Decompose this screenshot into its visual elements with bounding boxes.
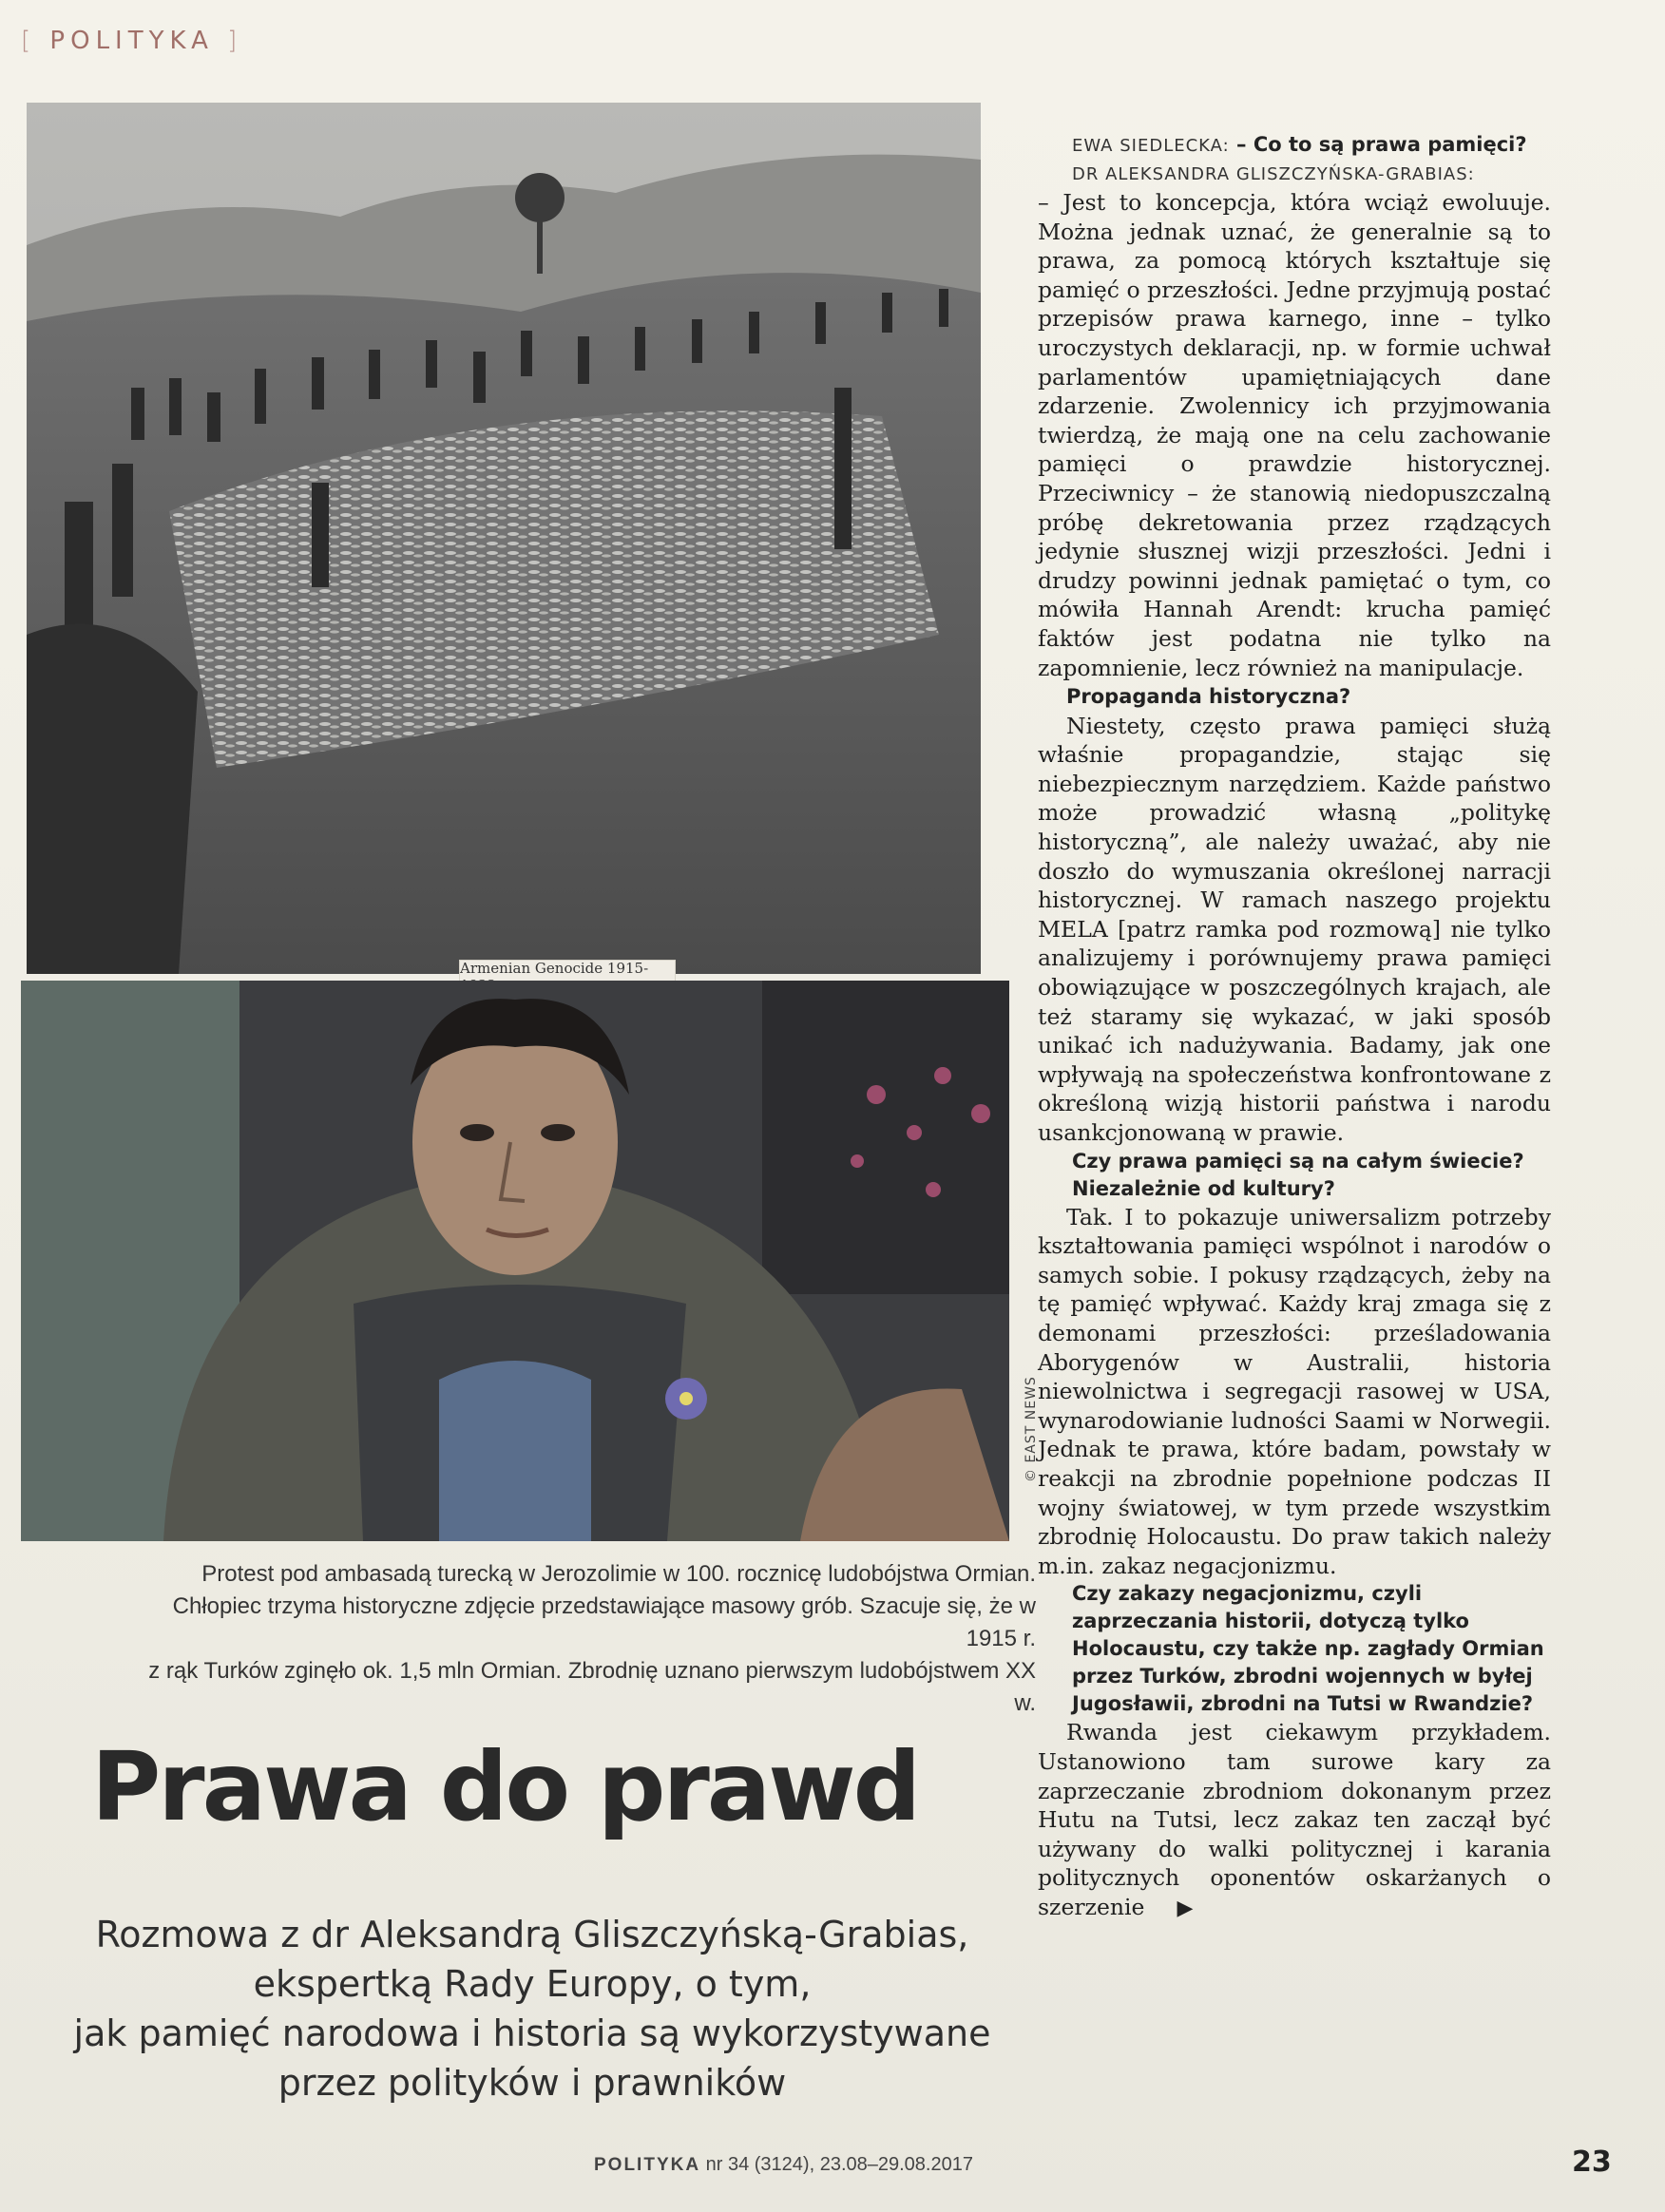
- subhead-propaganda: Propaganda historyczna?: [1066, 685, 1351, 709]
- caption-line: Protest pod ambasadą turecką w Jerozolimie w 100. rocznicę ludobójstwa Ormian.: [201, 1561, 1036, 1587]
- continue-arrow-icon: ▶: [1177, 1896, 1194, 1920]
- question-2: Czy prawa pamięci są na całym świecie? Niezależnie od kultury?: [1072, 1149, 1524, 1200]
- photo-credit: © EAST NEWS: [1024, 1376, 1039, 1482]
- answer-speaker-line: [1038, 160, 1551, 188]
- answer-4-text: Rwanda jest ciekawym przykładem. Ustanowiono tam surowe kary za zaprzeczanie zbrodniom dokonanym przez Hutu na Tutsi, lecz zakaz ten zaczął być używany do walki politycznej i karania politycznych oponentów oskarżanych o szerzenie: [1038, 1719, 1551, 1920]
- caption-line: z rąk Turków zginęło ok. 1,5 mln Ormian. Zbrodnię uznano pierwszym ludobójstwem XX w.: [148, 1658, 1036, 1716]
- section-name: POLITYKA: [49, 27, 214, 55]
- answer-3: Tak. I to pokazuje uniwersalizm potrzeby kształtowania pamięci wspólnot i narodów o samych sobie. I pokusy rządzących, żeby na tę pamięć wpływać. Każdy kraj zmaga się z demonami przeszłości: prześladowania Aborygenów w Australii, historia niewolnictwa i segregacji rasowej w USA, wynarodowianie ludności Saami w Norwegii. Jednak te prawa, które badam, powstały w reakcji na zbrodnie popełnione podczas II wojny światowej, w tym przede wszystkim zbrodnię Holocaustu. Do praw takich należy m.in. zakaz negacjonizmu.: [1038, 1203, 1551, 1579]
- question-3: Czy zakazy negacjonizmu, czyli zaprzeczania historii, dotyczą tylko Holocaustu, czy także np. zagłady Ormian przez Turków, zbrodni wojennych w byłej Jugosławii, zbrodni na Tutsi w Rwandzie?: [1072, 1582, 1544, 1716]
- photo-caption: [143, 1558, 1036, 1720]
- photo-inset-label: Armenian Genocide 1915-: [459, 960, 676, 994]
- interviewer-name: EWA SIEDLECKA:: [1072, 136, 1230, 156]
- protest-photo: [21, 981, 1009, 1541]
- question-1: [1038, 131, 1551, 160]
- interviewee-name: DR ALEKSANDRA GLISZCZYŃSKA-GRABIAS:: [1072, 164, 1475, 184]
- forget-me-not-pin-icon: [665, 1378, 707, 1420]
- footer-brand: POLITYKA: [594, 2155, 701, 2175]
- question-1-text: – Co to są prawa pamięci?: [1236, 133, 1527, 156]
- page-number: 23: [1572, 2145, 1612, 2179]
- lead-line: jak pamięć narodowa i historia są wykorzystywane: [73, 2012, 991, 2054]
- answer-2: Niestety, często prawa pamięci służą właśnie propagandzie, stając się niebezpiecznym narzędziem. Każde państwo może prowadzić własną „politykę historyczną”, ale należy uważać, aby nie doszło do wymuszania określonej narracji historycznej. W ramach naszego projektu MELA [patrz ramka pod rozmową] nie tylko analizujemy i porównujemy prawa pamięci obowiązujące w poszczególnych krajach, ale też staramy się wykazać, w jaki sposób unikać ich nadużywania. Badamy, jak one wpływają na społeczeństwa konfrontowane z określoną wizją historii państwa i narodu usankcjonowaną w prawie.: [1038, 712, 1551, 1146]
- article-lead: [38, 1910, 1026, 2107]
- caption-line: Chłopiec trzyma historyczne zdjęcie przedstawiające masowy grób. Szacuje się, że w 1915 r.: [172, 1593, 1036, 1651]
- answer-4: [1038, 1718, 1551, 1923]
- lead-line: Rozmowa z dr Aleksandrą Gliszczyńską-Grabias,: [95, 1914, 969, 1955]
- issue-footer: [594, 2154, 973, 2176]
- footer-issue: nr 34 (3124), 23.08–29.08.2017: [705, 2154, 973, 2175]
- mass-grave-illustration: [27, 103, 981, 974]
- interview-column: [1038, 131, 1551, 1923]
- historical-mass-grave-photo: [27, 103, 981, 974]
- lead-line: przez polityków i prawników: [278, 2062, 787, 2104]
- protester-illustration: [21, 981, 1009, 1541]
- lead-line: ekspertką Rady Europy, o tym,: [253, 1963, 812, 2005]
- article-title: Prawa do prawd: [91, 1731, 919, 1842]
- section-label: [ POLITYKA ]: [21, 27, 243, 55]
- answer-1: – Jest to koncepcja, która wciąż ewoluuje. Można jednak uznać, że generalnie są to prawa, za pomocą których kształtuje się pamięć o przeszłości. Jedne przyjmują postać przepisów prawa karnego, inne – tylko uroczystych deklaracji, np. w formie uchwał parlamentów upamiętniających dane zdarzenie. Zwolennicy ich przyjmowania twierdzą, że mają one na celu zachowanie pamięci o prawdzie historycznej. Przeciwnicy – że stanowią niedopuszczalną próbę dekretowania przez rządzących jedynie słusznej wizji przeszłości. Jedni i drudzy powinni jednak pamiętać o tym, co mówiła Hannah Arendt: krucha pamięć faktów jest podatna nie tylko na zapomnienie, lecz również na manipulacje.: [1038, 189, 1551, 681]
